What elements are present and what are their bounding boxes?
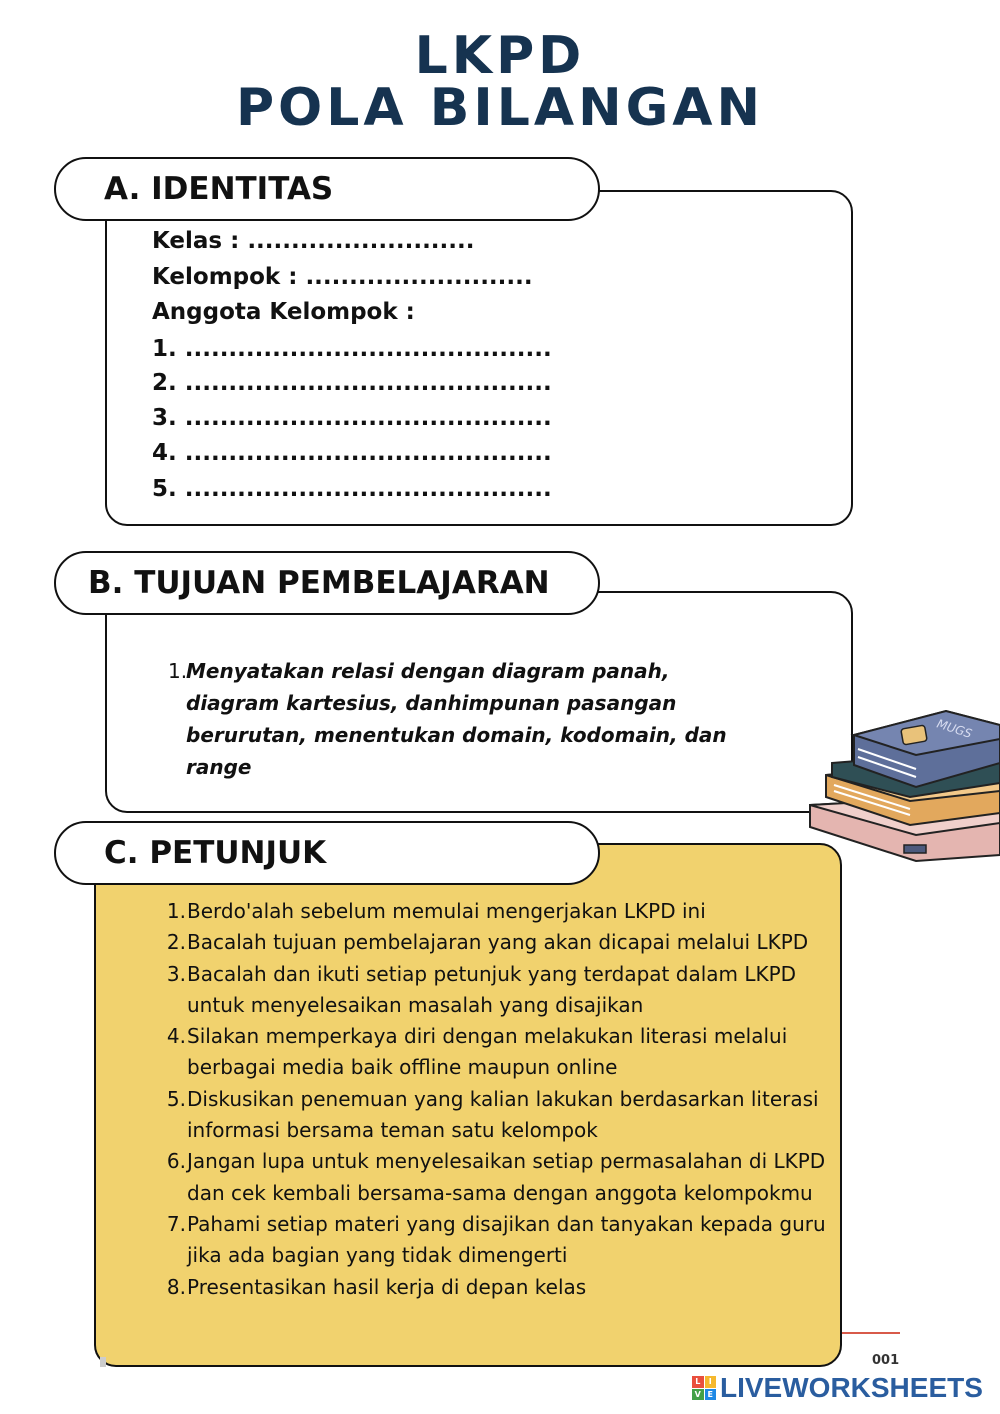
step-text: Silakan memperkaya diri dengan melakukan literasi melalui berbagai media baik offline maupun online [187,1024,788,1080]
step-number: 2. [166,930,186,955]
list-item [160,896,850,927]
kelompok-field[interactable]: Kelompok : .......................... [152,264,533,290]
list-item [160,927,850,958]
page-subtitle: POLA BILANGAN [235,78,765,138]
instructions-list [160,896,850,1303]
step-number: 3. [166,961,186,986]
brand-name: LIVEWORKSHEETS [720,1372,983,1403]
logo-letter: I [705,1376,717,1388]
list-item [160,1272,850,1303]
step-text: Jangan lupa untuk menyelesaikan setiap permasalahan di LKPD dan cek kembali bersama-sama dengan anggota kelompokmu [187,1149,826,1205]
goal-item [168,655,768,783]
footer-divider [842,1332,900,1334]
goal-text: Menyatakan relasi dengan diagram panah, diagram kartesius, danhimpunan pasangan berurutan, menentukan domain, kodomain, dan range [186,659,727,779]
book-label: MUGS [935,716,974,741]
step-number: 1. [166,899,186,923]
page-title: LKPD [414,26,586,86]
step-text: Berdo'alah sebelum memulai mengerjakan LKPD ini [187,899,706,923]
section-b-heading: B. TUJUAN PEMBELAJARAN [54,551,600,615]
step-text: Diskusikan penemuan yang kalian lakukan berdasarkan literasi informasi bersama teman satu kelompok [187,1086,819,1143]
list-item [160,959,850,1022]
step-number: 5. [166,1086,186,1111]
step-number: 4. [166,1024,186,1049]
step-text: Bacalah dan ikuti setiap petunjuk yang terdapat dalam LKPD untuk menyelesaikan masalah yang disajikan [187,961,797,1017]
member-field[interactable]: 1. .......................................... [152,336,552,362]
step-number: 8. [166,1274,186,1299]
step-text: Pahami setiap materi yang disajikan dan tanyakan kepada guru jika ada bagian yang tidak dimengerti [187,1211,826,1268]
section-c-heading: C. PETUNJUK [54,821,600,885]
member-field[interactable]: 4. .......................................... [152,440,552,466]
section-a-heading: A. IDENTITAS [54,157,600,221]
step-text: Presentasikan hasil kerja di depan kelas [187,1274,587,1299]
goal-number: 1. [168,659,188,683]
kelas-field[interactable]: Kelas : .......................... [152,228,475,254]
page-number: 001 [872,1353,900,1368]
anggota-label: Anggota Kelompok : [152,299,415,325]
member-field[interactable]: 3. .......................................... [152,405,552,431]
list-item [160,1146,850,1209]
step-number: 7. [166,1211,186,1236]
list-item [160,1084,850,1147]
list-item [160,1021,850,1084]
stack-of-books-icon [806,705,1000,865]
member-field[interactable]: 5. .......................................... [152,476,552,502]
liveworksheets-brand[interactable] [692,1372,983,1404]
logo-letter: E [705,1389,717,1401]
member-field[interactable]: 2. .......................................... [152,370,552,396]
footer-mark [100,1357,106,1367]
step-number: 6. [166,1149,186,1174]
liveworksheets-logo-icon [692,1376,716,1400]
logo-letter: V [692,1389,704,1401]
list-item [160,1209,850,1272]
step-text: Bacalah tujuan pembelajaran yang akan dicapai melalui LKPD [187,930,809,955]
logo-letter: L [692,1376,704,1388]
